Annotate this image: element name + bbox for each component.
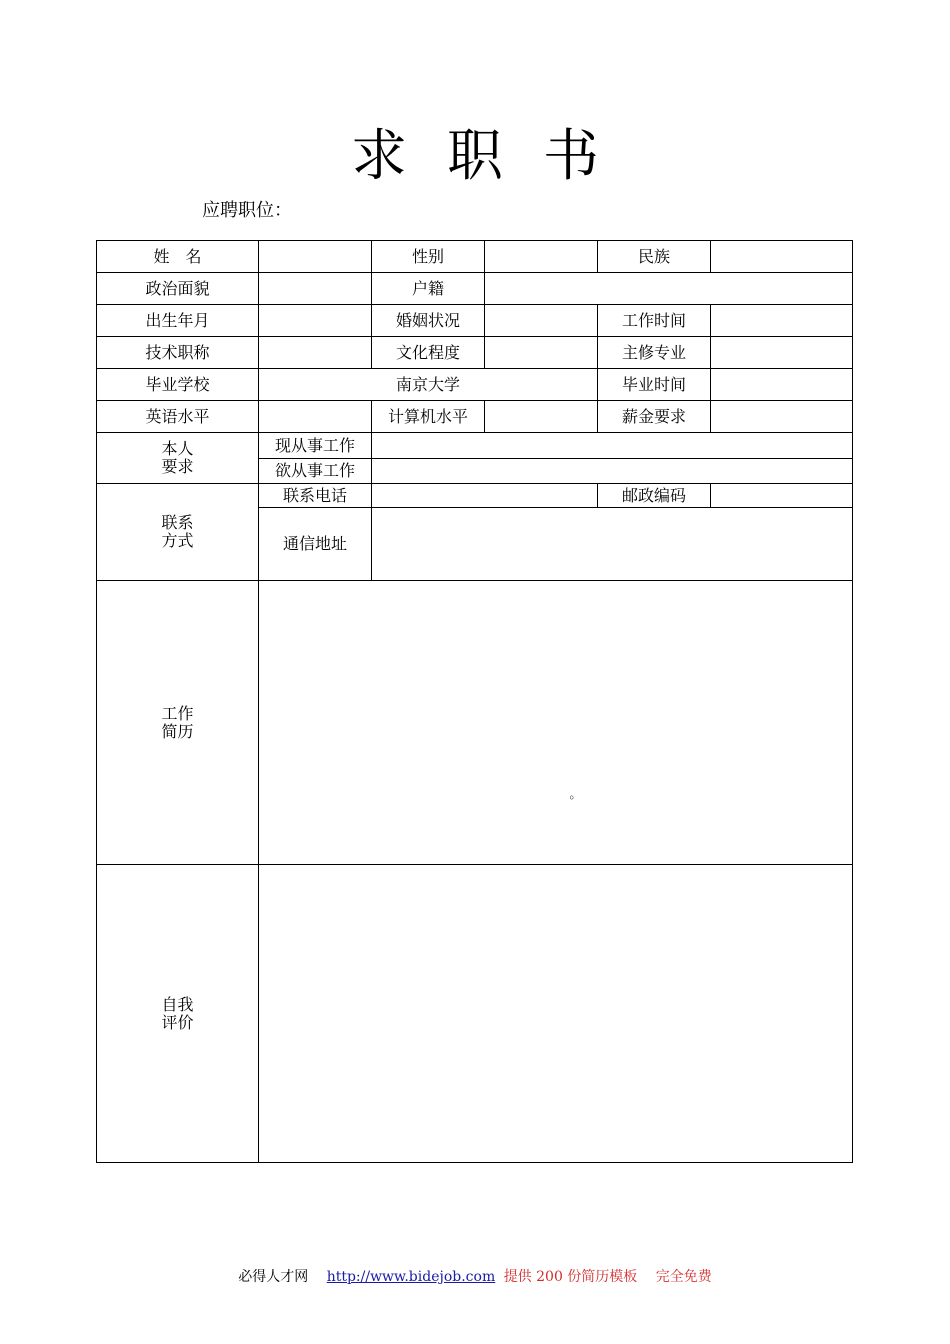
- tech-title-label: 技术职称: [97, 337, 259, 369]
- postcode-field[interactable]: [711, 484, 853, 508]
- gender-field[interactable]: [485, 241, 598, 273]
- self-eval-label-line2: 评价: [161, 1012, 194, 1032]
- table-row: [97, 401, 853, 433]
- ethnicity-field[interactable]: [711, 241, 853, 273]
- work-time-label: 工作时间: [598, 305, 711, 337]
- work-history-label-line1: 工作: [161, 703, 194, 723]
- ethnicity-label: 民族: [598, 241, 711, 273]
- footer-free: 完全免费: [655, 1269, 712, 1285]
- self-eval-field[interactable]: [259, 865, 853, 1163]
- contact-label-line1: 联系: [161, 513, 194, 532]
- postcode-label: 邮政编码: [598, 484, 711, 508]
- footer: [0, 1268, 950, 1286]
- work-history-field[interactable]: [259, 581, 853, 865]
- position-applied-label: 应聘职位：: [202, 200, 292, 221]
- table-row: [97, 305, 853, 337]
- requirements-label: [97, 433, 259, 484]
- footer-site-name: 必得人才网: [238, 1269, 309, 1285]
- table-row: [97, 241, 853, 273]
- education-field[interactable]: [485, 337, 598, 369]
- marital-label: 婚姻状况: [372, 305, 485, 337]
- desired-job-label: 欲从事工作: [259, 459, 372, 484]
- grad-time-field[interactable]: [711, 369, 853, 401]
- table-row: [97, 865, 853, 1163]
- phone-field[interactable]: [372, 484, 598, 508]
- table-row: [97, 273, 853, 305]
- current-job-field[interactable]: [372, 433, 853, 459]
- politics-field[interactable]: [259, 273, 372, 305]
- school-field[interactable]: 南京大学: [259, 369, 598, 401]
- requirements-label-line1: 本人: [161, 439, 194, 458]
- computer-field[interactable]: [485, 401, 598, 433]
- contact-label: [97, 484, 259, 581]
- page-title: 求职书: [351, 124, 639, 189]
- work-time-field[interactable]: [711, 305, 853, 337]
- requirements-label-line2: 要求: [161, 457, 194, 476]
- salary-field[interactable]: [711, 401, 853, 433]
- address-label: 通信地址: [259, 508, 372, 581]
- work-history-text: 。: [569, 786, 582, 801]
- phone-label: 联系电话: [259, 484, 372, 508]
- english-label: 英语水平: [97, 401, 259, 433]
- address-field[interactable]: [372, 508, 853, 581]
- hukou-label: 户籍: [372, 273, 485, 305]
- name-field[interactable]: [259, 241, 372, 273]
- name-label: 姓 名: [97, 241, 259, 273]
- marital-field[interactable]: [485, 305, 598, 337]
- education-label: 文化程度: [372, 337, 485, 369]
- footer-promo: 提供 200 份简历模板: [503, 1269, 638, 1285]
- table-row: [97, 369, 853, 401]
- contact-label-line2: 方式: [161, 531, 194, 550]
- english-field[interactable]: [259, 401, 372, 433]
- grad-time-label: 毕业时间: [598, 369, 711, 401]
- school-label: 毕业学校: [97, 369, 259, 401]
- resume-form-table: [96, 240, 853, 1163]
- computer-label: 计算机水平: [372, 401, 485, 433]
- salary-label: 薪金要求: [598, 401, 711, 433]
- self-eval-label: [97, 865, 259, 1163]
- desired-job-field[interactable]: [372, 459, 853, 484]
- work-history-label: [97, 581, 259, 865]
- hukou-field[interactable]: [485, 273, 853, 305]
- major-label: 主修专业: [598, 337, 711, 369]
- self-eval-label-line1: 自我: [161, 994, 194, 1014]
- table-row: [97, 581, 853, 865]
- politics-label: 政治面貌: [97, 273, 259, 305]
- current-job-label: 现从事工作: [259, 433, 372, 459]
- birth-field[interactable]: [259, 305, 372, 337]
- table-row: [97, 484, 853, 508]
- table-row: [97, 337, 853, 369]
- birth-label: 出生年月: [97, 305, 259, 337]
- table-row: [97, 433, 853, 459]
- gender-label: 性别: [372, 241, 485, 273]
- tech-title-field[interactable]: [259, 337, 372, 369]
- footer-url-link[interactable]: http://www.bidejob.com: [326, 1269, 496, 1285]
- work-history-label-line2: 简历: [161, 721, 194, 741]
- major-field[interactable]: [711, 337, 853, 369]
